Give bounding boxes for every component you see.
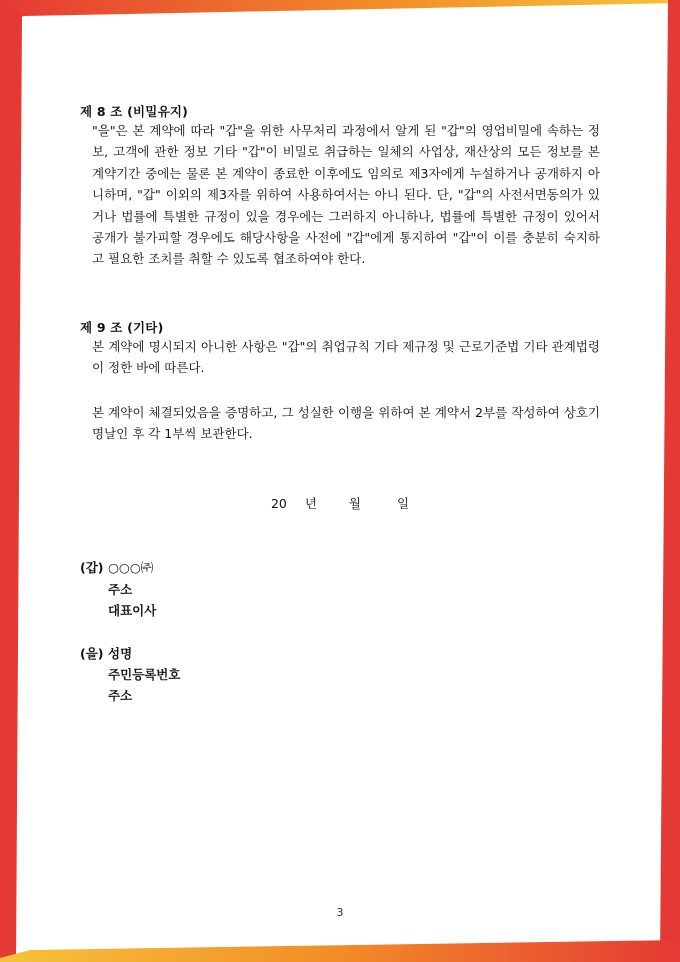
date-month-unit: 월 [348, 496, 361, 511]
page-number: 3 [336, 906, 344, 919]
article-8-title: 제 8 조 (비밀유지) [80, 104, 189, 119]
article-8-body: "을"은 본 계약에 따라 "갑"을 위한 사무처리 과정에서 알게 된 "갑"의 영업비밀에 속하는 정보, 고객에 관한 정보 기타 "갑"이 비밀로 취급하는 일체의 사업상, 재산상의 모든 정보를 본 계약기간 중에는 물론 본 계약이 종료한 이후에도 임의로 제3자에게 누설하거나 공개하지 아니하며, "갑" 이외의 제3자를 위하여 사용하여서는 아니 된다. 단, "갑"의 사전서면동의가 있거나 법률에 특별한 규정이 있을 경우에는 그러하지 아니하나, 법률에 특별한 규정이 있어서 공개가 불가피할 경우에도 해당사항을 사전에 "갑"에게 통지하여 "갑"이 이를 충분히 숙지하고 필요한 조치를 취할 수 있도록 협조하여야 한다. [92, 123, 600, 267]
party-b-address-label: 주소 [108, 688, 133, 703]
party-a-name: ○○○㈜ [108, 560, 154, 575]
article-9-body: 본 계약에 명시되지 아니한 사항은 "갑"의 취업규칙 기타 제규정 및 근로기준법 기타 관계법령이 정한 바에 따른다. [92, 339, 600, 376]
party-b-resident-number-label: 주민등록번호 [108, 667, 181, 682]
party-b-name-label: 성명 [108, 646, 133, 661]
party-a-representative-label: 대표이사 [108, 603, 157, 618]
article-9-title: 제 9 조 (기타) [80, 320, 164, 335]
date-year-unit: 년 [304, 496, 317, 511]
party-a-address-label: 주소 [108, 582, 133, 597]
date-year-prefix: 20 [270, 496, 287, 511]
date-day-unit: 일 [396, 496, 410, 511]
party-a-label: (갑) [80, 560, 104, 575]
closing-statement: 본 계약이 체결되었음을 증명하고, 그 성실한 이행을 위하여 본 계약서 2부를 작성하여 상호기명날인 후 각 1부씩 보관한다. [92, 405, 600, 442]
contract-date [0, 494, 680, 512]
party-b-label: (을) [80, 646, 104, 661]
